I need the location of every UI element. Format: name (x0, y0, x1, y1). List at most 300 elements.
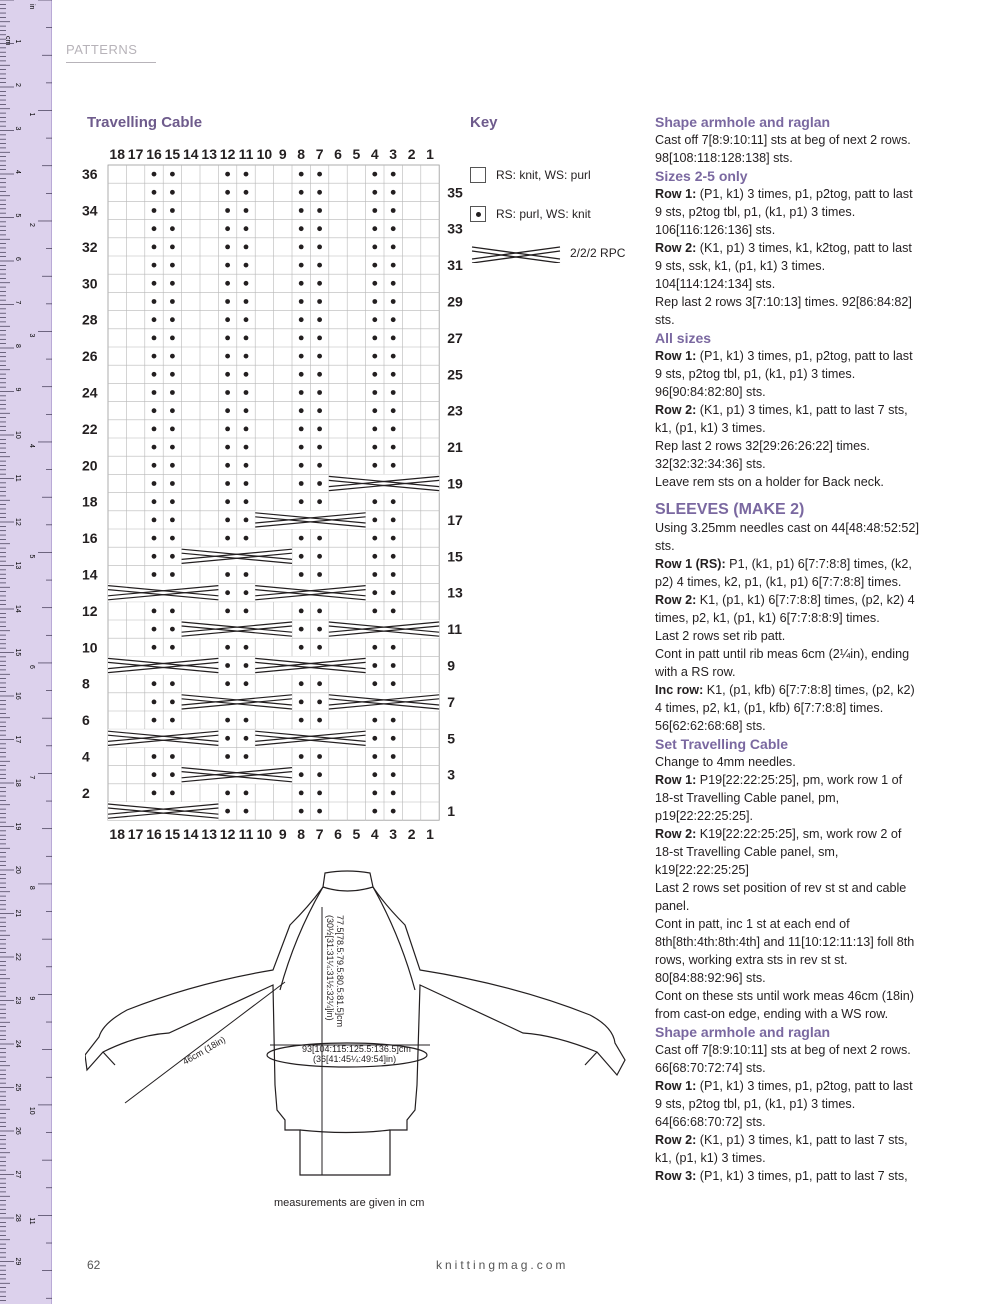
purl-dot (372, 645, 377, 650)
purl-dot (391, 354, 396, 359)
purl-dot (299, 481, 304, 486)
ruler-cm-label: 9 (14, 387, 21, 392)
ruler-cm-label: 2 (14, 83, 21, 87)
purl-dot (299, 536, 304, 541)
purl-dot (244, 663, 249, 668)
purl-dot (152, 499, 157, 504)
ruler-cm-label: 24 (14, 1040, 21, 1048)
purl-dot (372, 390, 377, 395)
ruler-in-label: 4 (28, 443, 35, 448)
purl-dot (299, 299, 304, 304)
purl-dot (170, 336, 175, 341)
ruler-cm-label: 18 (14, 779, 21, 787)
ruler-cm-label: 29 (14, 1257, 21, 1266)
purl-dot (317, 572, 322, 577)
purl-dot (244, 263, 249, 268)
ruler-in-label: 1 (28, 112, 35, 117)
purl-dot (170, 172, 175, 177)
purl-dot (152, 445, 157, 450)
purl-dot (391, 554, 396, 559)
sleeve-label: 46cm (18in) (181, 1034, 228, 1067)
ruler-cm-label: 1 (14, 39, 21, 44)
purl-dot (299, 609, 304, 614)
ruler-cm-label: 12 (14, 518, 21, 526)
row-label: Row 1 (RS): (655, 557, 726, 571)
stitch-number-top: 4 (370, 146, 379, 162)
purl-dot (299, 700, 304, 705)
cable-cell-bg (255, 656, 365, 674)
purl-dot (317, 627, 322, 632)
purl-dot (299, 572, 304, 577)
purl-dot (317, 481, 322, 486)
purl-dot (225, 317, 230, 322)
row-number-left: 30 (82, 275, 98, 292)
paragraph: Leave rem sts on a holder for Back neck. (655, 475, 884, 489)
neck-line (323, 887, 373, 891)
purl-dot (225, 408, 230, 413)
instruction-row: Row 2: (K1, p1) 3 times, k1, patt to last 7 sts, k1, (p1, k1) 3 times. (655, 403, 908, 435)
purl-dot (391, 372, 396, 377)
stitch-number-bottom: 11 (238, 826, 254, 843)
ruler-in-label: 11 (28, 1217, 35, 1225)
purl-dot (152, 408, 157, 413)
row-number-right: 3 (447, 766, 455, 783)
purl-dot (299, 645, 304, 650)
stitch-number-top: 14 (183, 146, 199, 162)
purl-dot (225, 281, 230, 286)
purl-dot (317, 336, 322, 341)
purl-dot (391, 754, 396, 759)
purl-dot (391, 572, 396, 577)
cable-cell-bg (255, 511, 365, 529)
paragraph: Change to 4mm needles. (655, 755, 796, 769)
purl-dot (170, 681, 175, 686)
row-label: Row 1: (655, 1079, 697, 1093)
purl-dot (244, 590, 249, 595)
stitch-number-bottom: 1 (426, 826, 434, 843)
row-number-right: 35 (447, 184, 463, 201)
purl-dot (317, 208, 322, 213)
purl-dot (372, 736, 377, 741)
purl-dot (391, 718, 396, 723)
purl-dot (299, 317, 304, 322)
purl-dot (225, 336, 230, 341)
purl-dot (391, 263, 396, 268)
row-number-right: 17 (447, 511, 463, 528)
purl-dot (225, 445, 230, 450)
purl-dot (372, 427, 377, 432)
purl-dot (391, 645, 396, 650)
purl-dot (225, 372, 230, 377)
purl-dot (372, 281, 377, 286)
purl-dot (372, 317, 377, 322)
purl-dot (152, 463, 157, 468)
cable-cell-bg (329, 620, 439, 638)
key-title: Key (470, 114, 498, 131)
purl-dot (317, 427, 322, 432)
purl-dot (170, 281, 175, 286)
purl-dot (244, 463, 249, 468)
stitch-number-bottom: 6 (334, 826, 342, 843)
ruler-cm-label: 20 (14, 866, 21, 874)
paragraph: Using 3.25mm needles cast on 44[48:48:52:52] sts. (655, 521, 919, 553)
purl-dot (391, 226, 396, 231)
paragraph: Rep last 2 rows 3[7:10:13] times. 92[86:84:82] sts. (655, 295, 912, 327)
row-number-left: 16 (82, 530, 98, 547)
purl-dot (372, 754, 377, 759)
purl-dot (152, 190, 157, 195)
purl-dot (170, 372, 175, 377)
purl-dot (225, 736, 230, 741)
purl-dot (225, 609, 230, 614)
purl-dot (244, 499, 249, 504)
purl-dot (244, 172, 249, 177)
purl-dot (317, 772, 322, 777)
ruler-in-label: 10 (28, 1106, 35, 1115)
purl-dot (225, 481, 230, 486)
purl-dot (152, 299, 157, 304)
purl-dot (391, 390, 396, 395)
instruction-row: Row 1: P19[22:22:25:25], pm, work row 1 of 18-st Travelling Cable panel, pm, p19[22:22:25:25]. (655, 773, 903, 823)
purl-dot (152, 554, 157, 559)
purl-dot (225, 245, 230, 250)
ruler-in-label: 8 (28, 885, 35, 890)
row-number-left: 6 (82, 712, 90, 729)
stitch-number-bottom: 5 (352, 826, 361, 843)
length-label-in: (30½[31:31¼:31½:32¼]in) (325, 915, 335, 1021)
row-number-left: 26 (82, 348, 98, 365)
purl-dot (170, 554, 175, 559)
raglan-left (280, 887, 323, 990)
purl-dot (170, 317, 175, 322)
purl-dot (152, 754, 157, 759)
purl-dot (372, 536, 377, 541)
stitch-number-bottom: 14 (183, 826, 199, 843)
row-number-right: 27 (447, 329, 463, 346)
row-label: Row 2: (655, 827, 697, 841)
row-number-right: 7 (447, 693, 455, 710)
hem-line (300, 1130, 390, 1133)
purl-dot (299, 336, 304, 341)
stitch-number-top: 2 (407, 146, 416, 162)
stitch-number-top: 10 (256, 146, 273, 162)
ruler-cm-label: 7 (14, 300, 21, 305)
purl-dot (225, 718, 230, 723)
purl-dot (317, 372, 322, 377)
row-label: Row 3: (655, 1169, 697, 1183)
purl-dot (225, 791, 230, 796)
ruler-cm-label: 8 (14, 344, 21, 348)
purl-dot (372, 226, 377, 231)
purl-dot (317, 754, 322, 759)
purl-dot (391, 609, 396, 614)
stitch-number-top: 6 (334, 146, 342, 162)
purl-dot (244, 245, 249, 250)
stitch-number-top: 18 (109, 146, 125, 162)
purl-dot (170, 499, 175, 504)
ruler-cm-label: 26 (14, 1127, 21, 1135)
purl-dot (299, 463, 304, 468)
purl-dot (225, 354, 230, 359)
ruler-cm-label: 11 (14, 474, 21, 482)
stitch-number-top: 1 (426, 146, 434, 162)
ruler-cm-label: 17 (14, 735, 21, 744)
purl-dot (391, 590, 396, 595)
row-number-right: 11 (447, 621, 463, 638)
purl-dot (170, 263, 175, 268)
ruler-cm-label: 15 (14, 648, 21, 657)
stitch-number-bottom: 13 (201, 826, 217, 843)
purl-dot (152, 317, 157, 322)
stitch-number-top: 13 (201, 146, 217, 162)
purl-dot (391, 772, 396, 777)
ruler-cm-label: 4 (14, 170, 21, 174)
purl-dot (391, 427, 396, 432)
purl-dot (244, 791, 249, 796)
paragraph: Cont in patt until rib meas 6cm (2¼in), ending with a RS row. (655, 647, 910, 679)
purl-dot (244, 536, 249, 541)
purl-dot (170, 190, 175, 195)
heading-set-cable: Set Travelling Cable (655, 736, 789, 752)
cable-cell-bg (255, 584, 365, 602)
purl-dot (391, 463, 396, 468)
row-number-right: 15 (447, 548, 463, 565)
purl-dot (225, 299, 230, 304)
row-number-right: 31 (447, 257, 463, 274)
garment-schematic (85, 865, 645, 1185)
purl-dot (372, 663, 377, 668)
paragraph: Last 2 rows set position of rev st st and cable panel. (655, 881, 907, 913)
ruler-cm-label: 28 (14, 1214, 21, 1222)
purl-dot (244, 481, 249, 486)
purl-dot (317, 645, 322, 650)
purl-dot (225, 427, 230, 432)
purl-dot (299, 372, 304, 377)
purl-symbol-icon (470, 206, 486, 222)
footer-website: knittingmag.com (436, 1258, 569, 1272)
heading-sizes: Sizes 2-5 only (655, 168, 748, 184)
purl-dot (225, 172, 230, 177)
purl-dot (225, 390, 230, 395)
purl-dot (372, 463, 377, 468)
purl-dot (317, 445, 322, 450)
purl-dot (372, 190, 377, 195)
purl-dot (170, 445, 175, 450)
purl-dot (299, 172, 304, 177)
cable-cell-bg (255, 729, 365, 747)
purl-dot (372, 372, 377, 377)
purl-dot (225, 681, 230, 686)
purl-dot (244, 390, 249, 395)
stitch-number-bottom: 8 (297, 826, 306, 843)
row-number-right: 19 (447, 475, 463, 492)
purl-dot (244, 408, 249, 413)
purl-dot (372, 263, 377, 268)
purl-dot (225, 754, 230, 759)
heading-sleeves: SLEEVES (MAKE 2) (655, 501, 805, 518)
purl-dot (391, 499, 396, 504)
purl-dot (170, 354, 175, 359)
purl-dot (391, 445, 396, 450)
cable-cell-bg (108, 729, 218, 747)
purl-dot (170, 208, 175, 213)
purl-dot (299, 718, 304, 723)
purl-dot (170, 791, 175, 796)
stitch-number-bottom: 18 (109, 826, 125, 843)
purl-dot (391, 681, 396, 686)
row-label: Row 2: (655, 241, 697, 255)
cable-cell-bg (182, 766, 292, 784)
stitch-number-bottom: 3 (389, 826, 398, 843)
purl-dot (225, 536, 230, 541)
purl-dot (372, 245, 377, 250)
purl-dot (299, 190, 304, 195)
stitch-number-bottom: 2 (407, 826, 416, 843)
travelling-cable-chart (80, 140, 470, 855)
cable-cell-bg (108, 802, 218, 820)
ruler-in-label: 9 (28, 996, 35, 1001)
purl-dot (225, 645, 230, 650)
purl-dot (152, 609, 157, 614)
purl-dot (391, 245, 396, 250)
heading-all-sizes: All sizes (655, 330, 712, 346)
chart-title: Travelling Cable (87, 114, 203, 131)
purl-dot (391, 809, 396, 814)
purl-dot (152, 336, 157, 341)
purl-dot (152, 172, 157, 177)
row-label: Row 2: (655, 1133, 697, 1147)
purl-dot (244, 354, 249, 359)
purl-dot (152, 681, 157, 686)
purl-dot (152, 372, 157, 377)
purl-dot (317, 681, 322, 686)
stitch-number-bottom: 15 (164, 826, 181, 843)
purl-dot (170, 754, 175, 759)
purl-dot (299, 354, 304, 359)
purl-dot (170, 427, 175, 432)
purl-dot (372, 681, 377, 686)
row-number-right: 25 (447, 366, 463, 383)
key-item-purl (470, 206, 591, 222)
purl-dot (391, 172, 396, 177)
purl-dot (244, 718, 249, 723)
cable-cell-bg (182, 620, 292, 638)
instruction-row: Row 1 (RS): P1, (k1, p1) 6[7:7:8:8] times, (k2, p2) 4 times, k2, p1, (k1, p1) 6[7:7:8:8] times. (655, 557, 912, 589)
row-label: Row 1: (655, 187, 697, 201)
purl-dot (391, 791, 396, 796)
instruction-row: Row 1: (P1, k1) 3 times, p1, p2tog, patt to last 9 sts, p2tog tbl, p1, (k1, p1) 3 times. 96[90:84:82:80] sts. (655, 349, 913, 399)
knit-symbol-icon (470, 167, 486, 183)
purl-dot (372, 791, 377, 796)
pattern-instructions (655, 113, 920, 1185)
stitch-number-bottom: 16 (146, 826, 162, 843)
purl-dot (225, 590, 230, 595)
purl-dot (299, 445, 304, 450)
chest-label: 93[104:115:125.5:136.5]cm (302, 1044, 411, 1054)
purl-dot (152, 208, 157, 213)
purl-dot (244, 609, 249, 614)
cable-cell-bg (182, 693, 292, 711)
purl-dot (317, 536, 322, 541)
purl-dot (152, 245, 157, 250)
ruler-cm-label: 23 (14, 996, 21, 1005)
purl-dot (170, 536, 175, 541)
row-number-left: 2 (82, 784, 90, 801)
purl-dot (317, 408, 322, 413)
purl-dot (372, 172, 377, 177)
purl-dot (170, 245, 175, 250)
purl-dot (317, 554, 322, 559)
row-number-right: 1 (447, 803, 455, 820)
row-number-left: 32 (82, 238, 98, 255)
cable-cell-bg (108, 584, 218, 602)
purl-dot (170, 718, 175, 723)
purl-dot (299, 772, 304, 777)
purl-dot (170, 627, 175, 632)
purl-dot (170, 645, 175, 650)
instruction-row: Row 2: (K1, p1) 3 times, k1, k2tog, patt to last 9 sts, ssk, k1, (p1, k1) 3 times. 104[114:124:134] sts. (655, 241, 912, 291)
row-label: Row 2: (655, 403, 697, 417)
instruction-row: Row 1: (P1, k1) 3 times, p1, p2tog, patt to last 9 sts, p2tog tbl, p1, (k1, p1) 3 times. 106[116:126:136] sts. (655, 187, 913, 237)
purl-dot (391, 336, 396, 341)
purl-dot (225, 499, 230, 504)
purl-dot (317, 263, 322, 268)
purl-dot (391, 317, 396, 322)
purl-dot (299, 408, 304, 413)
stitch-number-top: 15 (164, 146, 181, 162)
row-number-left: 4 (82, 748, 90, 765)
ruler-in-label: 2 (28, 222, 35, 227)
purl-dot (170, 572, 175, 577)
purl-dot (152, 354, 157, 359)
purl-dot (152, 481, 157, 486)
purl-dot (152, 791, 157, 796)
ruler-in-label: 3 (28, 333, 35, 338)
purl-dot (317, 718, 322, 723)
purl-dot (244, 518, 249, 523)
ruler-cm-label: 14 (14, 605, 21, 613)
purl-dot (391, 281, 396, 286)
purl-dot (244, 299, 249, 304)
purl-dot (317, 226, 322, 231)
purl-dot (170, 226, 175, 231)
purl-dot (299, 791, 304, 796)
heading-sleeve-armhole: Shape armhole and raglan (655, 1024, 831, 1040)
purl-dot (299, 427, 304, 432)
stitch-number-top: 11 (238, 146, 254, 162)
purl-dot (317, 245, 322, 250)
purl-dot (372, 609, 377, 614)
purl-dot (244, 427, 249, 432)
key-item-knit (470, 167, 591, 183)
stitch-number-top: 5 (352, 146, 361, 162)
ruler-cm-label: 22 (14, 953, 21, 961)
row-number-left: 34 (82, 202, 98, 219)
row-number-right: 33 (447, 220, 463, 237)
row-number-left: 10 (82, 639, 98, 656)
purl-dot (225, 663, 230, 668)
purl-dot (372, 408, 377, 413)
purl-dot (244, 445, 249, 450)
ruler-cm-label: 16 (14, 692, 21, 700)
purl-dot (244, 336, 249, 341)
cable-cell-bg (108, 656, 218, 674)
ruler-cm-label: 21 (14, 909, 21, 918)
row-number-left: 20 (82, 457, 98, 474)
purl-dot (299, 754, 304, 759)
purl-dot (152, 281, 157, 286)
instruction-row: Row 3: (P1, k1) 3 times, p1, patt to last 7 sts, (655, 1169, 908, 1183)
